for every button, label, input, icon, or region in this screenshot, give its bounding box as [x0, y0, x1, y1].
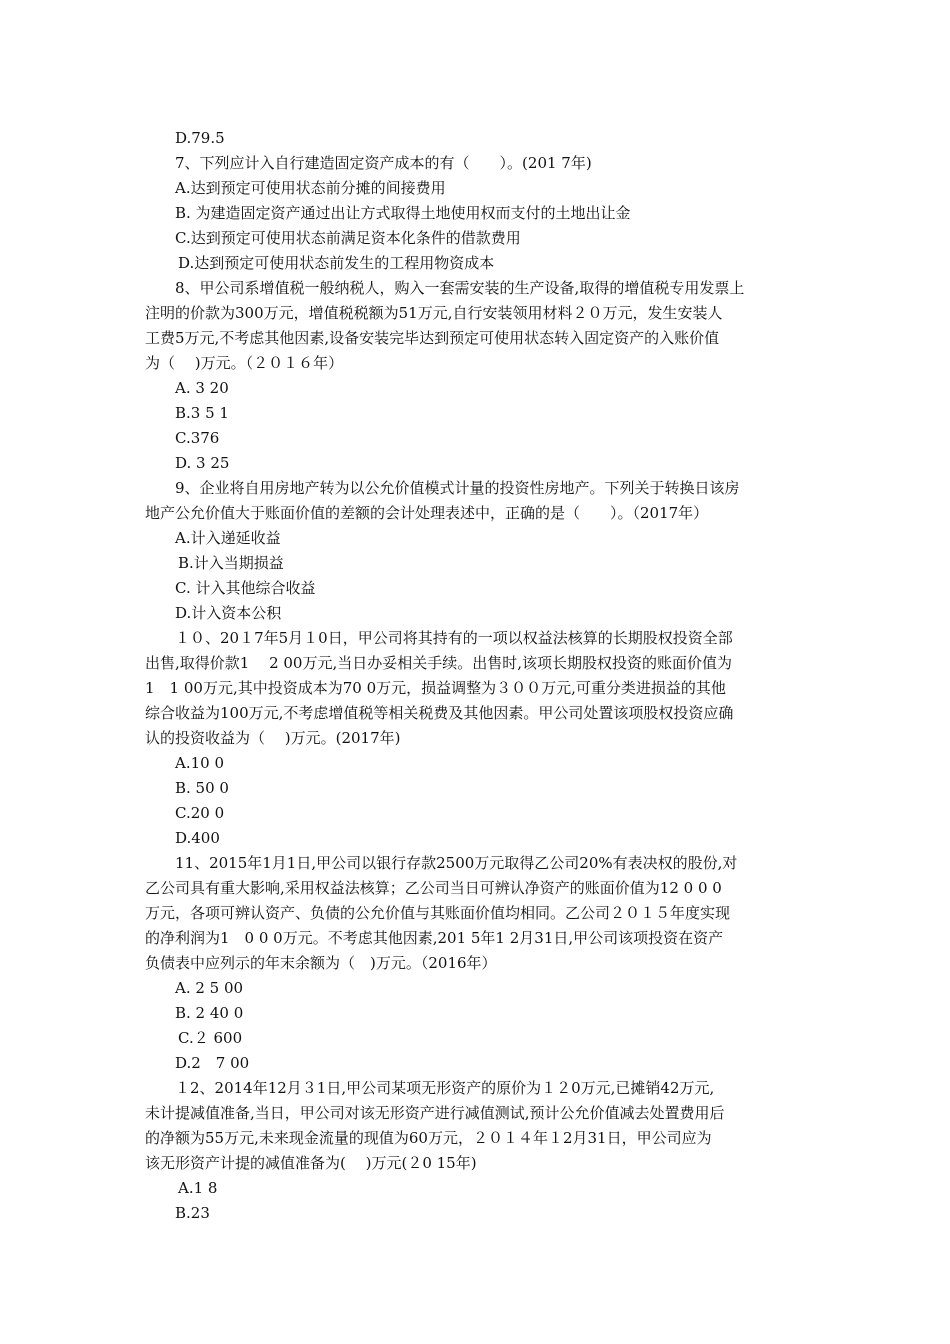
option-line: A. 2 5 00	[175, 979, 244, 997]
question-line: 未计提减值准备,当日，甲公司对该无形资产进行减值测试,预计公允价值减去处置费用后	[145, 1104, 725, 1122]
option-line: D.计入资本公积	[175, 604, 282, 622]
question-line: １０、20１7年5月１0日，甲公司将其持有的一项以权益法核算的长期股权投资全部	[175, 629, 733, 647]
option-line: C.达到预定可使用状态前满足资本化条件的借款费用	[175, 229, 521, 247]
question-line: 认的投资收益为（ )万元。(2017年)	[145, 729, 401, 747]
question-line: 7、下列应计入自行建造固定资产成本的有（ ）。(201 7年)	[175, 154, 592, 172]
question-line: 8、甲公司系增值税一般纳税人，购入一套需安装的生产设备,取得的增值税专用发票上	[175, 279, 745, 297]
question-line: 地产公允价值大于账面价值的差额的会计处理表述中，正确的是（ ）。（2017年）	[145, 504, 709, 522]
question-line: 该无形资产计提的减值准备为( )万元(２0 15年)	[145, 1154, 477, 1172]
option-line: A.达到预定可使用状态前分摊的间接费用	[175, 179, 446, 197]
option-line: A. 3 20	[175, 379, 229, 397]
option-line: B.23	[175, 1204, 210, 1222]
question-line: 9、企业将自用房地产转为以公允价值模式计量的投资性房地产。下列关于转换日该房	[175, 479, 740, 497]
question-line: 1 1 00万元,其中投资成本为70 0万元，损益调整为３００万元,可重分类进损益的其他	[145, 679, 726, 697]
question-line: １2、2014年12月３1日,甲公司某项无形资产的原价为１２0万元,已摊销42万元,	[175, 1079, 715, 1097]
option-line: B.计入当期损益	[178, 554, 284, 572]
question-line: 出售,取得价款1 2 00万元,当日办妥相关手续。出售时,该项长期股权投资的账面价值为	[145, 654, 733, 672]
option-line: D.达到预定可使用状态前发生的工程用物资成本	[178, 254, 495, 272]
question-line: 万元，各项可辨认资产、负债的公允价值与其账面价值均相同。乙公司２０１５年度实现	[145, 904, 731, 922]
question-line: 综合收益为100万元,不考虑增值税等相关税费及其他因素。甲公司处置该项股权投资应确	[145, 704, 734, 722]
option-line: C.20 0	[175, 804, 225, 822]
option-line: D.2 7 00	[175, 1054, 250, 1072]
question-line: 的净利润为1 0 0 0万元。不考虑其他因素,201 5年1 2月31日,甲公司该项投资在资产	[145, 929, 724, 947]
option-line: B.3 5 1	[175, 404, 229, 422]
question-line: 负债表中应列示的年末余额为（ )万元。（2016年）	[145, 954, 497, 972]
option-line: A.1 8	[178, 1179, 218, 1197]
option-line: A.计入递延收益	[175, 529, 281, 547]
question-line: 注明的价款为300万元，增值税税额为51万元,自行安装领用材料２０万元，发生安装人	[145, 304, 723, 322]
option-line: C. 计入其他综合收益	[175, 579, 316, 597]
option-line: C.376	[175, 429, 220, 447]
option-line: D.79.5	[175, 129, 225, 147]
option-line: B. 50 0	[175, 779, 229, 797]
option-line: C.２ 600	[178, 1029, 243, 1047]
question-line: 为（ )万元。（２０１６年）	[145, 354, 344, 372]
question-line: 的净额为55万元,未来现金流量的现值为60万元，２０１４年１2月31日，甲公司应为	[145, 1129, 712, 1147]
question-line: 工费5万元,不考虑其他因素,设备安装完毕达到预定可使用状态转入固定资产的入账价值	[145, 329, 720, 347]
question-line: 11、2015年1月1日,甲公司以银行存款2500万元取得乙公司20%有表决权的股份,对	[175, 854, 738, 872]
option-line: B. 2 40 0	[175, 1004, 244, 1022]
option-line: A.10 0	[175, 754, 224, 772]
option-line: D.400	[175, 829, 220, 847]
question-line: 乙公司具有重大影响,采用权益法核算；乙公司当日可辨认净资产的账面价值为12 0 0 0	[145, 879, 722, 897]
option-line: D. 3 25	[175, 454, 230, 472]
option-line: B. 为建造固定资产通过出让方式取得土地使用权而支付的土地出让金	[175, 204, 631, 222]
